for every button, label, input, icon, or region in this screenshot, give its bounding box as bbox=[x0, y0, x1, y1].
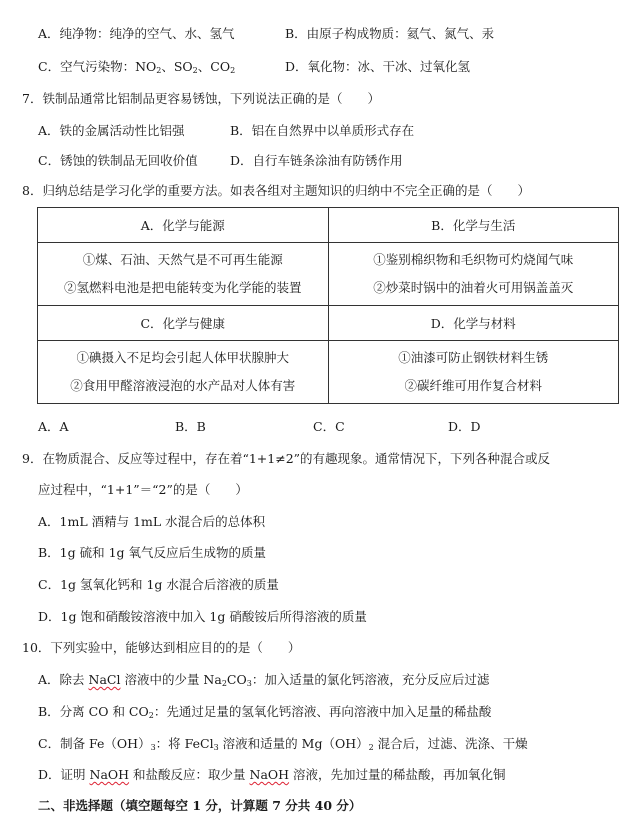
q10-option-b: B．分离 CO 和 $CO_2$：先通过足量的氢氧化钙溶液、再向溶液中加入足量的稀盐酸 bbox=[38, 704, 492, 720]
q8-stem: 8．归纳总结是学习化学的重要方法。如表各组对主题知识的归纳中不完全正确的是（ ） bbox=[22, 183, 530, 198]
q6-option-d: D．氧化物：冰、干冰、过氧化氢 bbox=[285, 59, 471, 74]
q7-stem: 7．铁制品通常比铝制品更容易锈蚀，下列说法正确的是（ ） bbox=[22, 91, 380, 106]
q8-option-a: A．A bbox=[38, 419, 69, 434]
q8-option-b: B．B bbox=[175, 419, 206, 434]
table-cell-b bbox=[328, 243, 619, 306]
q9-option-d: D．1g 饱和硝酸铵溶液中加入 1g 硝酸铵后所得溶液的质量 bbox=[38, 609, 367, 624]
table-b-item-1: ①鉴别棉织物和毛织物可灼烧闻气味 bbox=[373, 252, 574, 267]
q7-option-a: A．铁的金属活动性比铝强 bbox=[38, 123, 185, 138]
q10-option-a: A．除去 NaCl 溶液中的少量 $Na_2CO_3$：加入适量的氯化钙溶液，充分反应后过滤 bbox=[38, 672, 490, 688]
table-c-item-1: ①碘摄入不足均会引起人体甲状腺肿大 bbox=[76, 350, 289, 365]
q9-option-b: B．1g 硫和 1g 氧气反应后生成物的质量 bbox=[38, 545, 267, 560]
table-d-item-2: ②碳纤维可用作复合材料 bbox=[404, 378, 542, 393]
table-head-a: A．化学与能源 bbox=[38, 208, 329, 243]
q10-stem: 10．下列实验中，能够达到相应目的的是（ ） bbox=[22, 640, 301, 655]
q9-option-c: C．1g 氢氧化钙和 1g 水混合后溶液的质量 bbox=[38, 577, 279, 592]
table-head-b: B．化学与生活 bbox=[328, 208, 619, 243]
q10-option-d: D．证明 NaOH 和盐酸反应：取少量 NaOH 溶液，先加过量的稀盐酸，再加氧化铜 bbox=[38, 767, 506, 782]
table-c-item-2: ②食用甲醛溶液浸泡的水产品对人体有害 bbox=[70, 378, 296, 393]
table-cell-d bbox=[328, 341, 619, 404]
q7-option-d: D．自行车链条涂油有防锈作用 bbox=[230, 153, 403, 168]
q6-option-b: B．由原子构成物质：氦气、氮气、汞 bbox=[285, 26, 495, 41]
section-2-heading: 二、非选择题（填空题每空 1 分，计算题 7 分共 40 分） bbox=[38, 798, 362, 813]
q8-option-c: C．C bbox=[313, 419, 345, 434]
table-a-item-2: ②氢燃料电池是把电能转变为化学能的装置 bbox=[63, 280, 302, 295]
q8-option-d: D．D bbox=[448, 419, 481, 434]
table-b-item-2: ②炒菜时锅中的油着火可用锅盖盖灭 bbox=[373, 280, 574, 295]
table-cell-a bbox=[38, 243, 329, 306]
table-a-item-1: ①煤、石油、天然气是不可再生能源 bbox=[82, 252, 283, 267]
q10-option-c: C．制备 $Fe(OH)_3$：将 FeCl$_3$ 溶液和适量的 $Mg(OH)_2$ 混合后，过滤、洗涤、干燥 bbox=[38, 736, 528, 752]
q9-stem-line-1: 9．在物质混合、反应等过程中，存在着“1+1≠2”的有趣现象。通常情况下，下列各种混合或反 bbox=[22, 451, 551, 466]
q7-option-b: B．铝在自然界中以单质形式存在 bbox=[230, 123, 415, 138]
table-d-item-1: ①油漆可防止钢铁材料生锈 bbox=[398, 350, 549, 365]
table-cell-c bbox=[38, 341, 329, 404]
q8-table bbox=[37, 207, 619, 404]
table-head-c: C．化学与健康 bbox=[38, 306, 329, 341]
q6-option-a: A．纯净物：纯净的空气、水、氢气 bbox=[38, 26, 235, 41]
table-head-d: D．化学与材料 bbox=[328, 306, 619, 341]
q9-option-a: A．1mL 酒精与 1mL 水混合后的总体积 bbox=[38, 514, 266, 529]
q7-option-c: C．锈蚀的铁制品无回收价值 bbox=[38, 153, 198, 168]
q6-option-c: C．空气污染物：$NO_2$、$SO_2$、$CO_2$ bbox=[38, 59, 236, 75]
q9-stem-line-2: 应过程中，“1+1”＝“2”的是（ ） bbox=[38, 482, 248, 497]
